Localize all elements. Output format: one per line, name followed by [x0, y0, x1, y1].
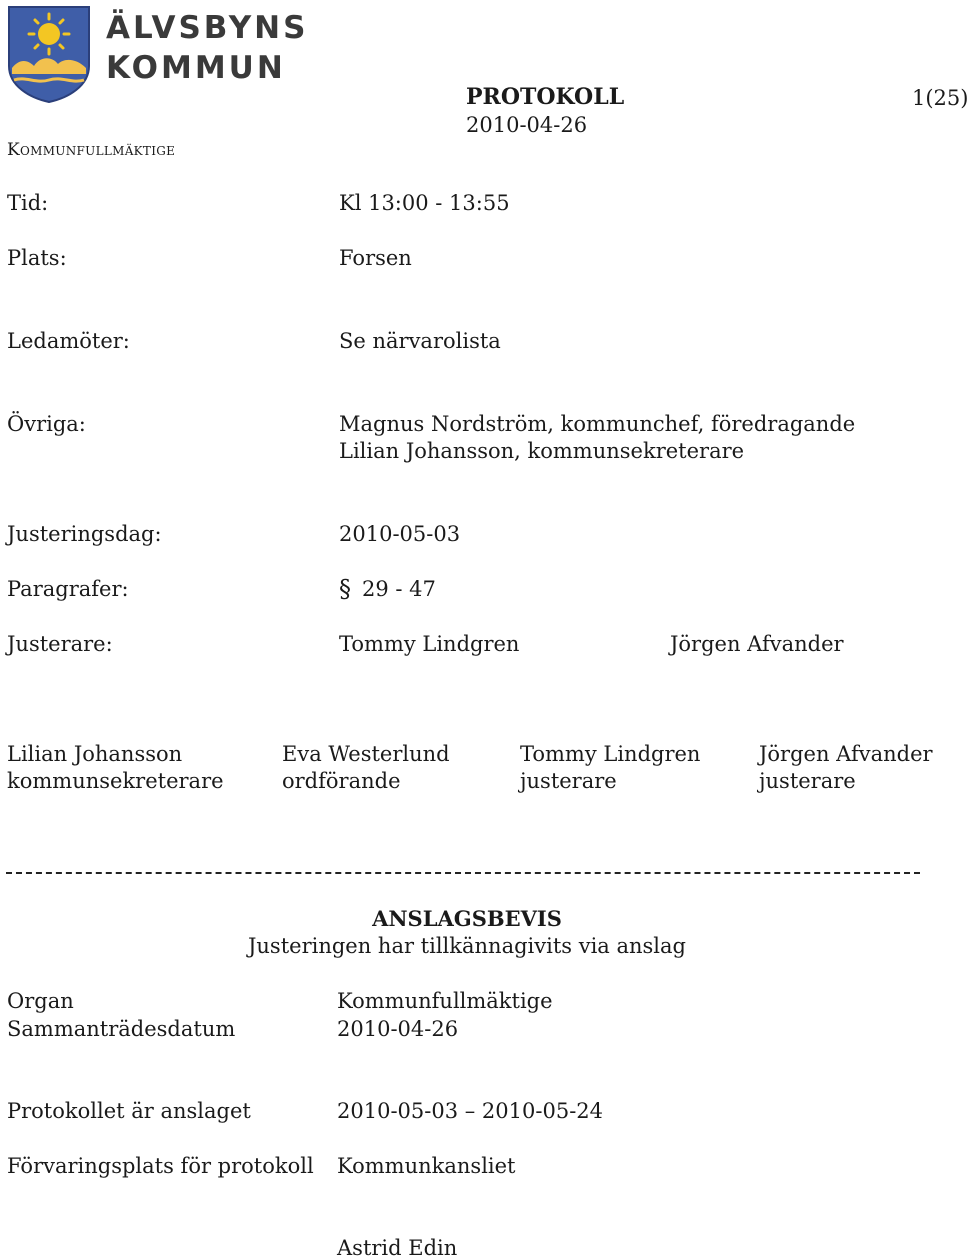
- storage-value: Kommunkansliet: [337, 1154, 516, 1178]
- signature-name: Jörgen Afvander: [759, 742, 933, 766]
- place-value: Forsen: [339, 246, 412, 270]
- notice-subtitle: Justeringen har tillkännagivits via anslag: [247, 934, 686, 958]
- document-date: 2010-04-26: [466, 113, 588, 137]
- dashed-divider: [6, 872, 920, 874]
- others-line-2: Lilian Johansson, kommunsekreterare: [339, 439, 745, 463]
- organ-value: Kommunfullmäktige: [337, 989, 553, 1013]
- document-type: PROTOKOLL: [466, 84, 625, 110]
- signature-role: justerare: [520, 769, 617, 793]
- time-value: Kl 13:00 - 13:55: [339, 191, 510, 215]
- meeting-date-label: Sammanträdesdatum: [7, 1017, 236, 1041]
- coat-of-arms-icon: [6, 4, 92, 104]
- time-label: Tid:: [7, 191, 49, 215]
- paragraphs-value: 29 - 47: [362, 577, 436, 601]
- department-name: Kommunfullmäktige: [7, 140, 176, 160]
- adjust-date-value: 2010-05-03: [339, 522, 461, 546]
- adjuster-1: Tommy Lindgren: [339, 632, 520, 656]
- organ-label: Organ: [7, 989, 74, 1013]
- place-label: Plats:: [7, 246, 67, 270]
- paragraph-symbol: §: [339, 575, 351, 603]
- adjuster-2: Jörgen Afvander: [670, 632, 844, 656]
- posted-label: Protokollet är anslaget: [7, 1099, 251, 1123]
- signature-name: Tommy Lindgren: [520, 742, 701, 766]
- signature-name: Eva Westerlund: [282, 742, 450, 766]
- others-label: Övriga:: [7, 412, 86, 436]
- others-line-1: Magnus Nordström, kommunchef, föredragande: [339, 412, 856, 436]
- signature-role: ordförande: [282, 769, 401, 793]
- signer-name: Astrid Edin: [337, 1236, 458, 1260]
- members-value: Se närvarolista: [339, 329, 501, 353]
- storage-label: Förvaringsplats för protokoll: [7, 1154, 314, 1178]
- members-label: Ledamöter:: [7, 329, 130, 353]
- meeting-date-value: 2010-04-26: [337, 1017, 459, 1041]
- adjusters-label: Justerare:: [7, 632, 113, 656]
- signature-role: kommunsekreterare: [7, 769, 224, 793]
- posted-value: 2010-05-03 – 2010-05-24: [337, 1099, 604, 1123]
- page-number: 1(25): [912, 86, 968, 110]
- signature-name: Lilian Johansson: [7, 742, 183, 766]
- adjust-date-label: Justeringsdag:: [7, 522, 162, 546]
- logo-text-line1: ÄLVSBYNS: [106, 10, 309, 46]
- logo-text-line2: KOMMUN: [106, 50, 286, 86]
- signature-role: justerare: [759, 769, 856, 793]
- notice-title: ANSLAGSBEVIS: [372, 906, 562, 931]
- paragraphs-label: Paragrafer:: [7, 577, 129, 601]
